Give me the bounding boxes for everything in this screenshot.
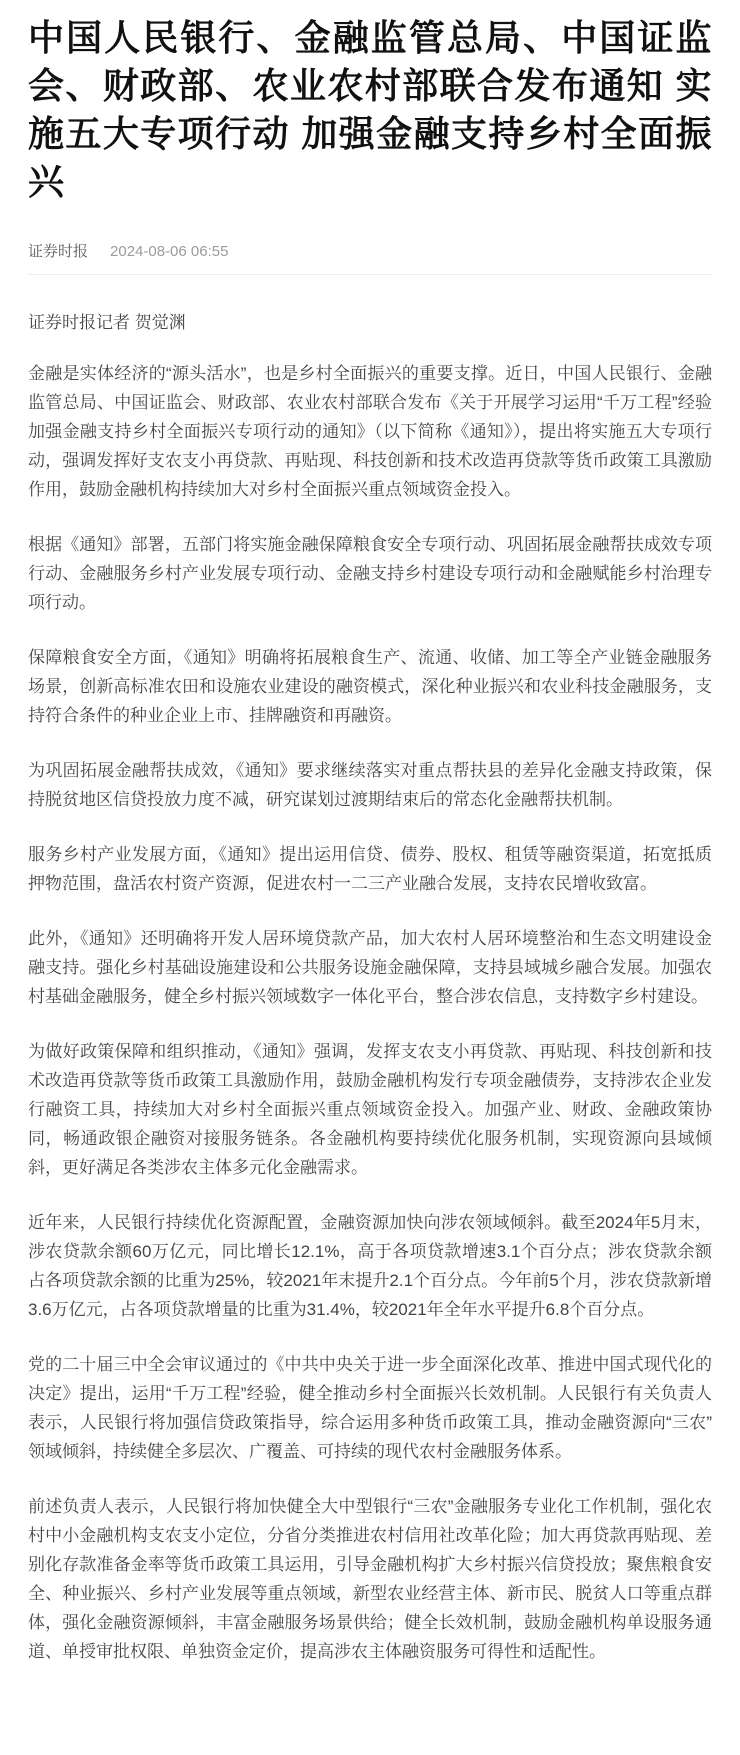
article-paragraph: 保障粮食安全方面，《通知》明确将拓展粮食生产、流通、收储、加工等全产业链金融服务场景，创新高标准农田和设施农业建设的融资模式，深化种业振兴和农业科技金融服务，支持符合条件的种业企业上市、挂牌融资和再融资。: [28, 648, 712, 725]
article-paragraph: 金融是实体经济的“源头活水”，也是乡村全面振兴的重要支撑。近日，中国人民银行、金融监管总局、中国证监会、财政部、农业农村部联合发布《关于开展学习运用“千万工程”经验 加强金融支持乡村全面振兴专项行动的通知》（以下简称《通知》），提出将实施五大专项行动，强调发挥好支农支小再贷款、再贴现、科技创新和技术改造再贷款等货币政策工具激励作用，鼓励金融机构持续加大对乡村全面振兴重点领域资金投入。: [28, 364, 712, 499]
article-paragraph: 根据《通知》部署，五部门将实施金融保障粮食安全专项行动、巩固拓展金融帮扶成效专项行动、金融服务乡村产业发展专项行动、金融支持乡村建设专项行动和金融赋能乡村治理专项行动。: [28, 535, 712, 612]
article-paragraph: 前述负责人表示，人民银行将加快健全大中型银行“三农”金融服务专业化工作机制，强化农村中小金融机构支农支小定位，分省分类推进农村信用社改革化险；加大再贷款再贴现、差别化存款准备金率等货币政策工具运用，引导金融机构扩大乡村振兴信贷投放；聚焦粮食安全、种业振兴、乡村产业发展等重点领域，新型农业经营主体、新市民、脱贫人口等重点群体，强化金融资源倾斜，丰富金融服务场景供给；健全长效机制，鼓励金融机构单设服务通道、单授审批权限、单独资金定价，提高涉农主体融资服务可得性和适配性。: [28, 1497, 712, 1661]
reporter-byline: 证券时报记者 贺觉渊: [28, 313, 186, 332]
article-paragraph: 服务乡村产业发展方面，《通知》提出运用信贷、债券、股权、租赁等融资渠道，拓宽抵质押物范围，盘活农村资产资源，促进农村一二三产业融合发展，支持农民增收致富。: [28, 845, 712, 893]
article-paragraph: 党的二十届三中全会审议通过的《中共中央关于进一步全面深化改革、推进中国式现代化的决定》提出，运用“千万工程”经验，健全推动乡村全面振兴长效机制。人民银行有关负责人表示，人民银行将加强信贷政策指导，综合运用多种货币政策工具，推动金融资源向“三农”领域倾斜，持续健全多层次、广覆盖、可持续的现代农村金融服务体系。: [28, 1355, 712, 1461]
meta-divider: [28, 274, 712, 275]
article-paragraph: 为做好政策保障和组织推动，《通知》强调，发挥支农支小再贷款、再贴现、科技创新和技术改造再贷款等货币政策工具激励作用，鼓励金融机构发行专项金融债券，支持涉农企业发行融资工具，持续加大对乡村全面振兴重点领域资金投入。加强产业、财政、金融政策协同，畅通政银企融资对接服务链条。各金融机构要持续优化服务机制，实现资源向县域倾斜，更好满足各类涉农主体多元化金融需求。: [28, 1042, 712, 1177]
article-paragraph: 为巩固拓展金融帮扶成效，《通知》要求继续落实对重点帮扶县的差异化金融支持政策，保持脱贫地区信贷投放力度不减，研究谋划过渡期结束后的常态化金融帮扶机制。: [28, 761, 712, 809]
article-paragraph: 近年来，人民银行持续优化资源配置，金融资源加快向涉农领域倾斜。截至2024年5月末，涉农贷款余额60万亿元，同比增长12.1%，高于各项贷款增速3.1个百分点；涉农贷款余额占各项贷款余额的比重为25%，较2021年末提升2.1个百分点。今年前5个月，涉农贷款新增3.6万亿元，占各项贷款增量的比重为31.4%，较2021年全年水平提升6.8个百分点。: [28, 1213, 712, 1319]
article-title: 中国人民银行、金融监管总局、中国证监会、财政部、农业农村部联合发布通知 实施五大专项行动 加强金融支持乡村全面振兴: [28, 17, 712, 202]
publish-timestamp: 2024-08-06 06:55: [110, 243, 229, 260]
article-meta: [28, 240, 712, 261]
article-paragraph: 此外，《通知》还明确将开发人居环境贷款产品，加大农村人居环境整治和生态文明建设金融支持。强化乡村基础设施建设和公共服务设施金融保障，支持县域城乡融合发展。加强农村基础金融服务，健全乡村振兴领域数字一体化平台，整合涉农信息，支持数字乡村建设。: [28, 929, 712, 1006]
article-body: [28, 359, 712, 1666]
source-name: 证券时报: [28, 243, 89, 260]
